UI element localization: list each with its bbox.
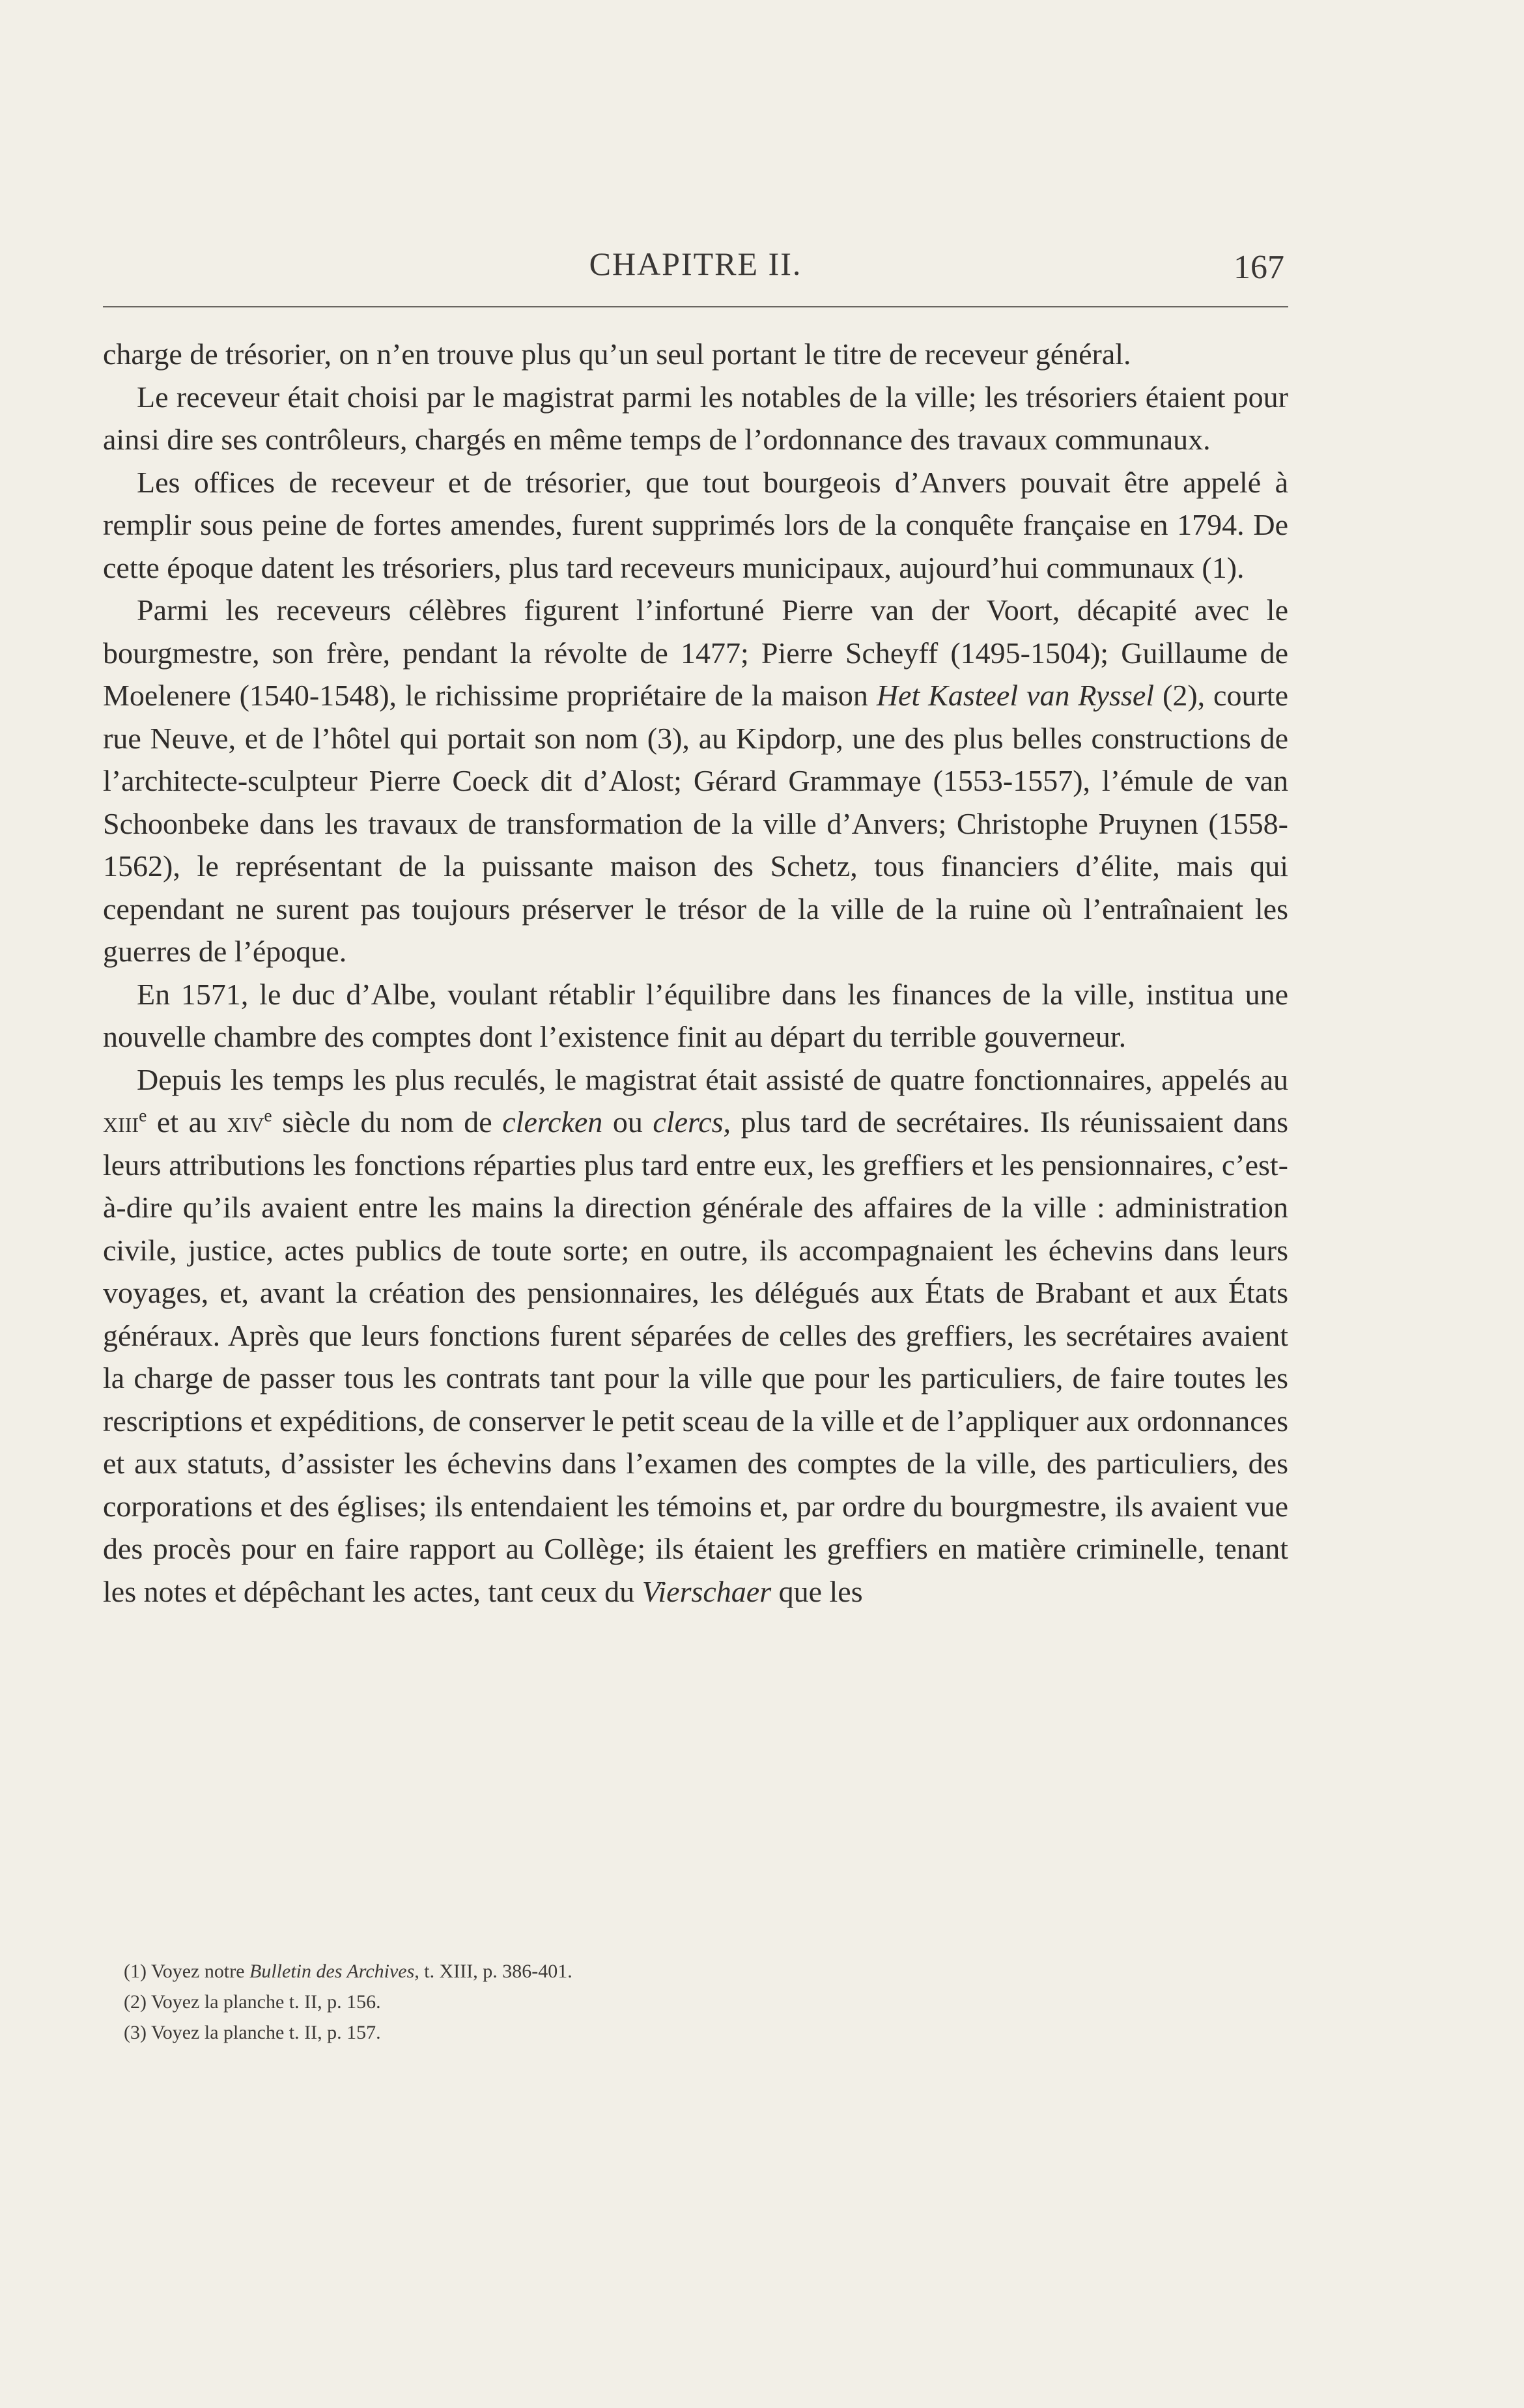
footnote-1 <box>124 1956 1231 1987</box>
paragraph-6 <box>103 1058 1288 1613</box>
paragraph-6-text-d: ou <box>602 1105 653 1139</box>
paragraph-6-text-f: que les <box>771 1574 863 1608</box>
house-name-italic: Het Kasteel van Ryssel <box>876 679 1155 712</box>
paragraph-2: Le receveur était choisi par le magistrat parmi les notables de la ville; les trésoriers étaient pour ainsi dire ses contrôleurs, chargés en même temps de l’ordonnance des travaux communaux. <box>103 380 1288 456</box>
paragraph-4-text-b: (2), courte rue Neuve, et de l’hôtel qui portait son nom (3), au Kipdorp, une des plus belles constructions de l’architecte-sculpteur Pierre Coeck dit d’Alost; Gérard Grammaye (1553-1557), l’émule de van Schoonbeke dans les travaux de transformation de la ville d’Anvers; Christophe Pruynen (1558-1562), le représentant de la puissante maison des Schetz, tous financiers d’élite, mais qui cependant ne surent pas toujours préserver le trésor de la ville de la ruine où l’entraînaient les guerres de l’époque. <box>103 679 1288 968</box>
paragraph-6-text-b: et au <box>147 1105 227 1139</box>
paragraph-4-text-a: Parmi les receveurs célèbres figurent l’infortuné Pierre van der Voort, décapité avec le bourgmestre, son frère, pendant la révolte de 1477; Pierre Scheyff (1495-1504); Guillaume de Moelenere (1540-1548), le richissime propriétaire de la maison <box>103 593 1288 712</box>
century-xiv: xiv <box>227 1105 264 1139</box>
paragraph-6-text-a: Depuis les temps les plus reculés, le magistrat était assisté de quatre fonctionnaires, appelés au <box>137 1062 1288 1096</box>
footnote-1-text-b: t. XIII, p. 386-401. <box>419 1961 572 1982</box>
paragraph-5: En 1571, le duc d’Albe, voulant rétablir l’équilibre dans les finances de la ville, institua une nouvelle chambre des comptes dont l’existence finit au départ du terrible gouverneur. <box>103 977 1288 1053</box>
paragraph-6-text-e: plus tard de secrétaires. Ils réunissaient dans leurs attributions les fonctions réparties plus tard entre eux, les greffiers et les pensionnaires, c’est-à-dire qu’ils avaient entre les mains la direction générale des affaires de la ville : administration civile, justice, actes publics de toute sorte; en outre, ils accompagnaient les échevins dans leurs voyages, et, avant la création des pensionnaires, les délégués aux États de Brabant et aux États généraux. Après que leurs fonctions furent séparées de celles des greffiers, les secrétaires avaient la charge de passer tous les contrats tant pour la ville que pour les particuliers, de faire toutes les rescriptions et expéditions, de conserver le petit sceau de la ville et de l’appliquer aux ordonnances et aux statuts, d’assister les échevins dans l’examen des comptes de la ville, des particuliers, des corporations et des églises; ils entendaient les témoins et, par ordre du bourgmestre, ils avaient vue des procès pour en faire rapport au Collège; ils étaient les greffiers en matière criminelle, tenant les notes et dépêchant les actes, tant ceux du <box>103 1105 1288 1608</box>
paragraph-6-text-c: siècle du nom de <box>272 1105 503 1139</box>
footnote-3: (3) Voyez la planche t. II, p. 157. <box>124 2022 381 2043</box>
century-xiii: xiii <box>103 1105 139 1139</box>
footnote-1-italic: Bulletin des Archives, <box>249 1961 419 1982</box>
paragraph-4 <box>103 589 1288 973</box>
page-number: 167 <box>1234 249 1284 286</box>
header-rule <box>103 306 1288 307</box>
paragraph-3: Les offices de receveur et de trésorier, que tout bourgeois d’Anvers pouvait être appelé à remplir sous peine de fortes amendes, furent supprimés lors de la conquête française en 1794. De cette époque datent les trésoriers, plus tard receveurs municipaux, aujourd’hui communaux (1). <box>103 465 1288 584</box>
body-text <box>103 333 1288 1613</box>
footnotes <box>124 1956 1231 2048</box>
superscript-e-2: e <box>264 1105 272 1126</box>
chapter-title: CHAPITRE II. <box>589 246 802 282</box>
term-clercs: clercs, <box>653 1105 731 1139</box>
term-clercken: clercken <box>502 1105 603 1139</box>
superscript-e-1: e <box>139 1105 147 1126</box>
footnote-1-text-a: (1) Voyez notre <box>124 1961 250 1982</box>
paragraph-1: charge de trésorier, on n’en trouve plus qu’un seul portant le titre de receveur général. <box>103 337 1131 371</box>
term-vierschaer: Vierschaer <box>642 1574 772 1608</box>
footnote-2: (2) Voyez la planche t. II, p. 156. <box>124 1991 381 2013</box>
running-header <box>103 241 1288 287</box>
